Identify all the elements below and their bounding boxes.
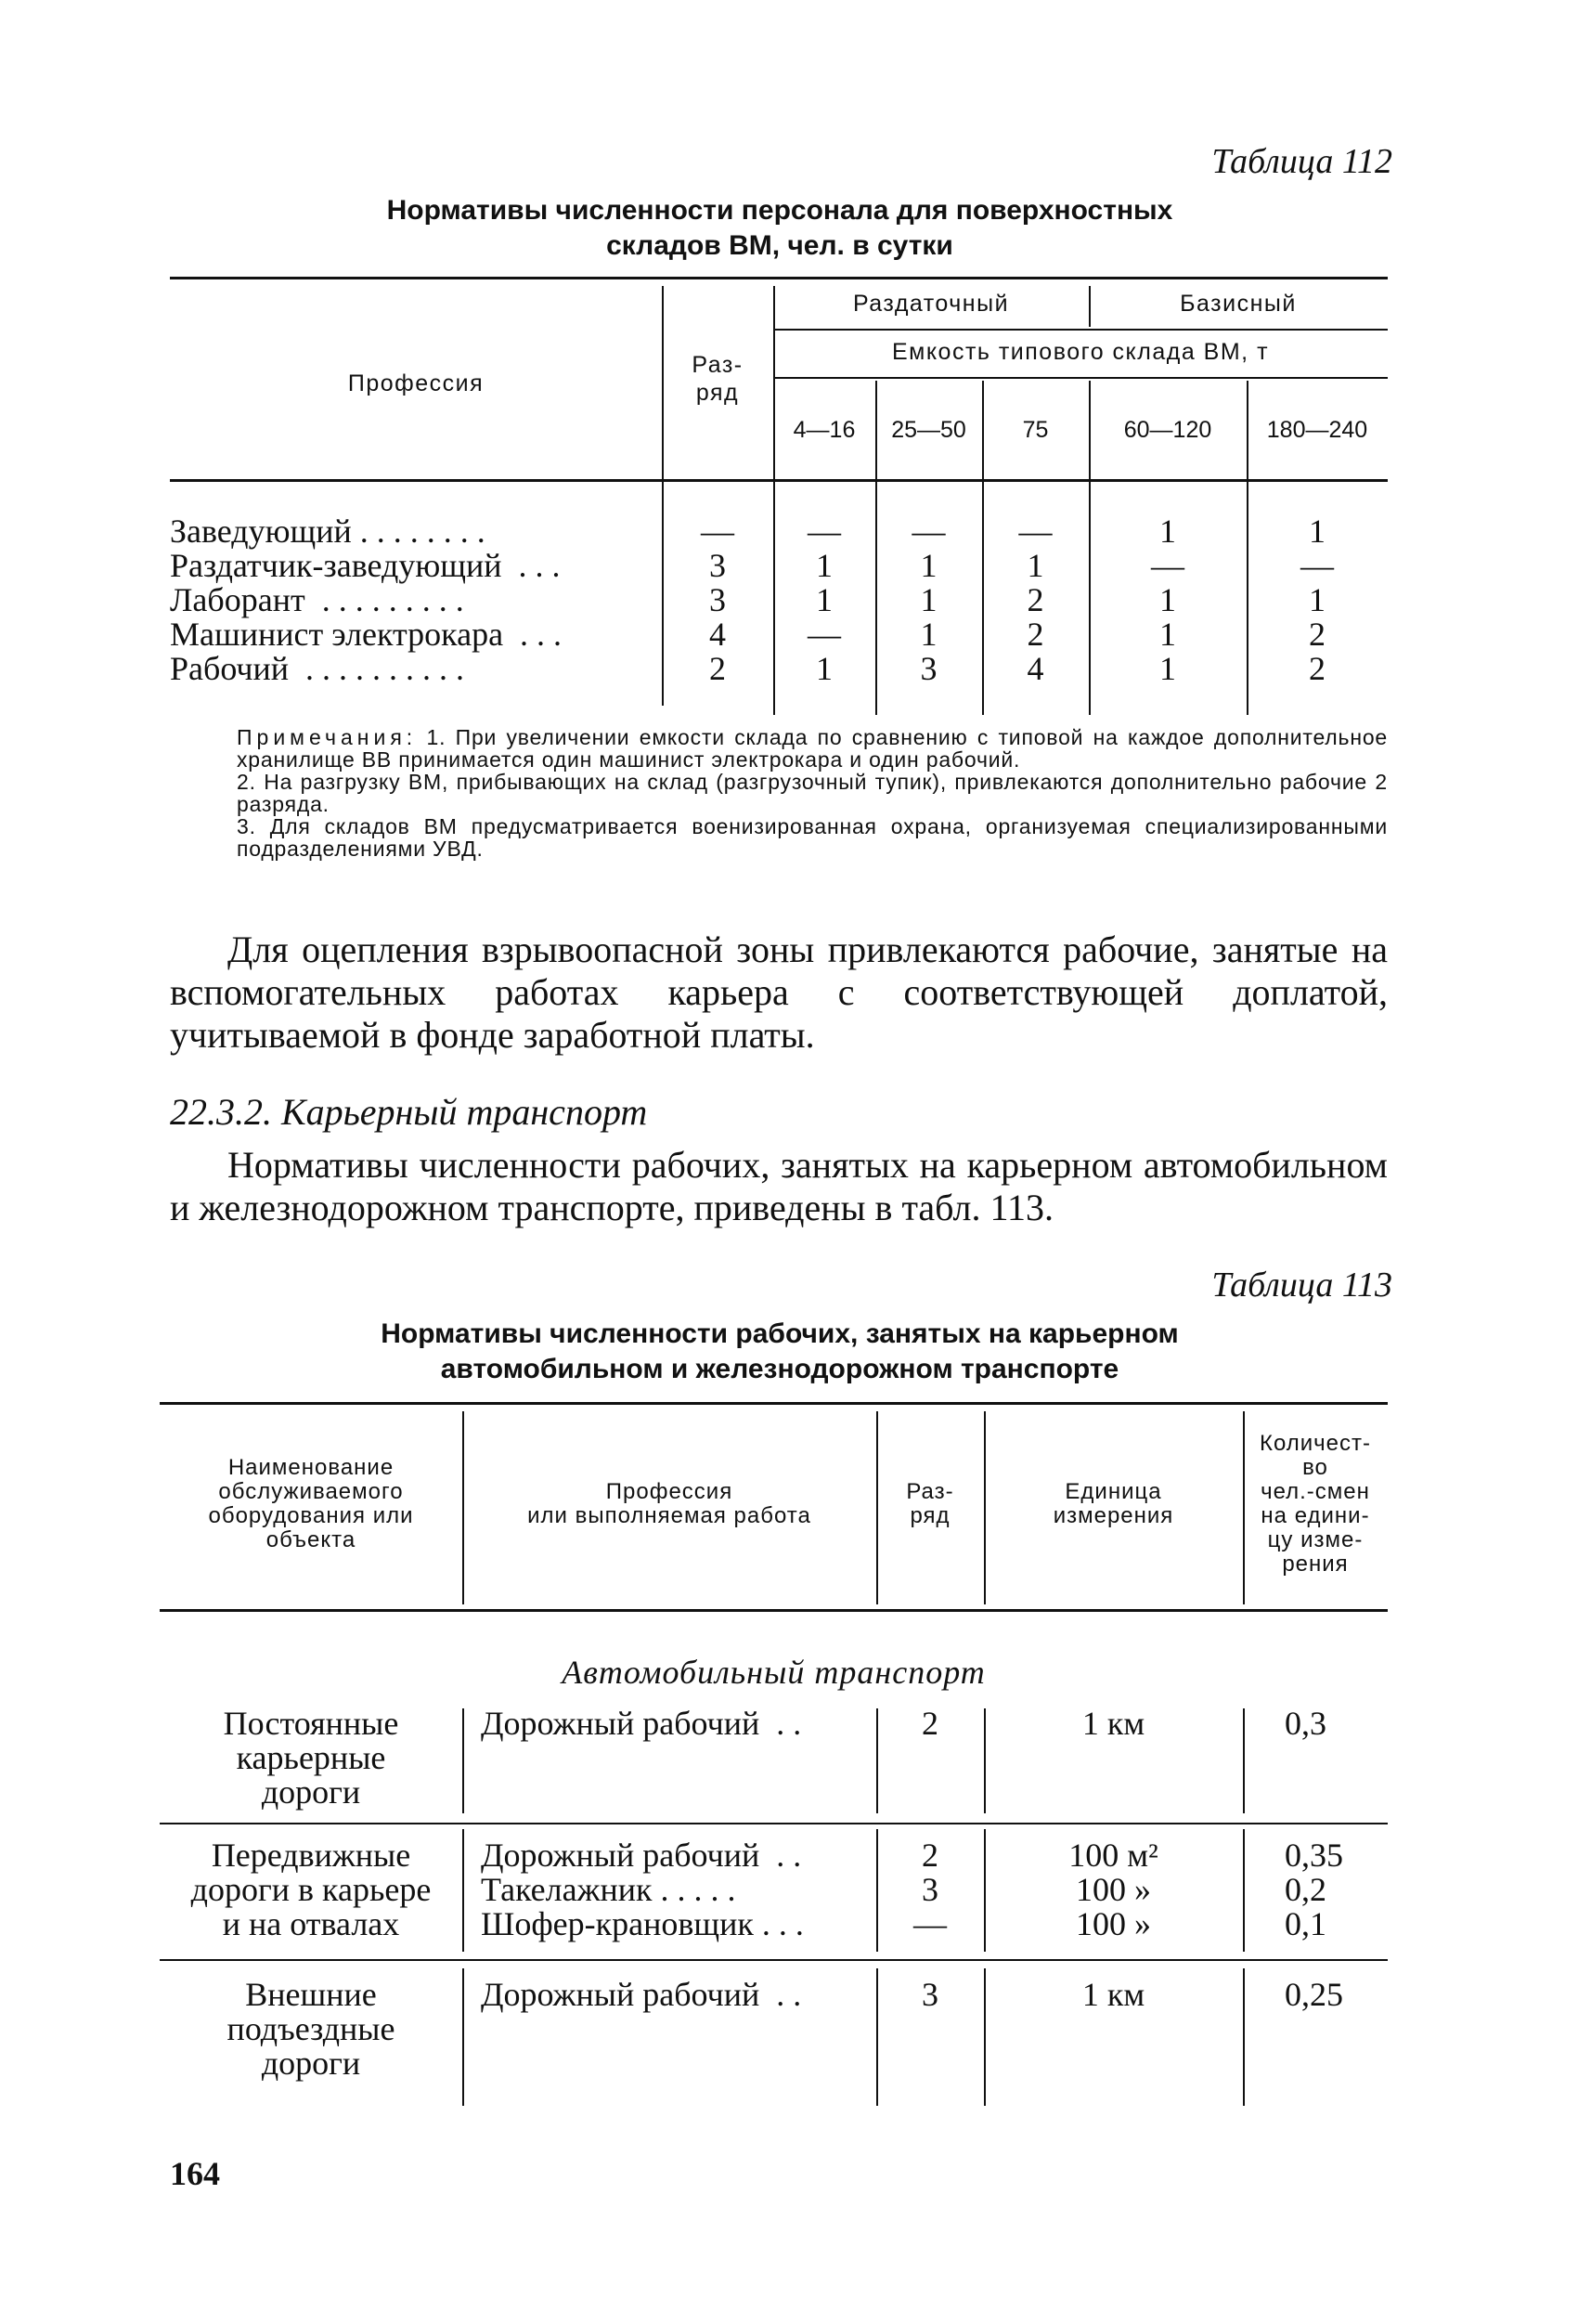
object-name-line: Постоянные	[223, 1705, 399, 1742]
row-grade: 2	[709, 650, 726, 687]
header-profession	[462, 1480, 876, 1528]
table-rule	[160, 1402, 1388, 1405]
row-value: 1	[1159, 513, 1176, 550]
header-grade	[876, 1480, 984, 1528]
header-distributing: Раздаточный	[852, 291, 1010, 317]
row-count: 0,35	[1285, 1837, 1343, 1874]
header-profession-line: Профессия	[605, 1479, 733, 1504]
row-value: —	[912, 513, 946, 550]
notes-heading: Примечания:	[237, 725, 418, 749]
object-name-line: дороги в карьере	[190, 1871, 432, 1908]
row-unit: 100 »	[1076, 1905, 1151, 1942]
row-value: 2	[1027, 616, 1044, 653]
row-value: —	[808, 616, 841, 653]
row-profession: Дорожный рабочий . .	[481, 1705, 802, 1742]
table-rule	[160, 1609, 1388, 1612]
row-value: 1	[1309, 581, 1326, 618]
table-rule	[160, 1823, 1388, 1824]
header-object-line: Наименование	[227, 1455, 394, 1480]
row-value: —	[1018, 513, 1053, 550]
row-grade: 3	[709, 581, 726, 618]
row-grade: 3	[709, 547, 726, 584]
table-113-title-line2: автомобильном и железнодорожном транспорте	[440, 1354, 1119, 1384]
row-count: 0,1	[1285, 1905, 1326, 1942]
row-profession: Такелажник . . . . .	[481, 1871, 736, 1908]
table-113	[160, 1402, 1388, 2117]
header-capacity-3: 75	[1022, 417, 1049, 443]
object-name-line: дороги	[261, 2045, 361, 2082]
row-grade: 2	[922, 1705, 938, 1742]
header-object-line: объекта	[265, 1527, 356, 1552]
paragraph-norms-text: Нормативы численности рабочих, занятых на карьерном автомобильном и железнодорожном транспорте, приведены в табл. 113.	[170, 1144, 1388, 1228]
object-name	[160, 1978, 462, 2081]
table-rule	[160, 1959, 1388, 1961]
header-grade-line2: ряд	[695, 380, 740, 406]
row-value: —	[808, 513, 841, 550]
row-profession: Дорожный рабочий . .	[481, 1976, 802, 2013]
header-count-line: на едини-	[1261, 1503, 1370, 1528]
row-value: 1	[1309, 513, 1326, 550]
header-grade-line1: Раз-	[692, 352, 744, 378]
table-rule	[1243, 1968, 1245, 2106]
row-value: 2	[1027, 581, 1044, 618]
table-rule	[170, 479, 1388, 482]
table-112-caption: Таблица 112	[1211, 142, 1392, 181]
row-label: Лаборант . . . . . . . . .	[170, 581, 464, 618]
row-count: 0,3	[1285, 1705, 1326, 1742]
header-base: Базисный	[1180, 291, 1297, 317]
table-rule	[1243, 1829, 1245, 1952]
header-capacity-1: 4—16	[793, 417, 856, 443]
table-rule	[773, 329, 1388, 331]
row-unit: 1 км	[1081, 1705, 1145, 1742]
header-profession: Профессия	[347, 370, 485, 396]
object-name-line: Передвижные	[211, 1837, 411, 1874]
header-capacity-2: 25—50	[891, 417, 966, 443]
object-name-line: дороги	[261, 1773, 361, 1811]
header-capacity-4: 60—120	[1123, 417, 1212, 443]
note-2: 2. На разгрузку ВМ, прибывающих на склад (разгрузочный тупик), привлекаются дополнительно рабочие 2 разряда.	[237, 770, 1388, 816]
header-capacity-5: 180—240	[1266, 417, 1368, 443]
row-unit: 100 »	[1076, 1871, 1151, 1908]
table-rule	[170, 277, 1388, 279]
table-112	[170, 277, 1388, 718]
header-count-line: чел.-смен	[1261, 1479, 1370, 1504]
row-label: Рабочий . . . . . . . . . .	[170, 650, 465, 687]
row-grade: —	[701, 513, 734, 550]
section-heading: 22.3.2. Карьерный транспорт	[170, 1091, 648, 1133]
object-name-line: Внешние	[245, 1976, 377, 2013]
table-113-caption: Таблица 113	[1211, 1266, 1392, 1305]
row-value: 4	[1027, 650, 1044, 687]
row-value: 1	[920, 581, 938, 618]
header-grade-line: Раз-	[906, 1479, 954, 1504]
paragraph-cordon-text: Для оцепления взрывоопасной зоны привлекаются рабочие, занятые на вспомогательных работах карьера с соответствующей доплатой, учитываемой в фонде заработной платы.	[170, 928, 1388, 1056]
row-value: —	[1300, 547, 1334, 584]
row-grade: 4	[709, 616, 726, 653]
row-count: 0,25	[1285, 1976, 1343, 2013]
row-grade: 3	[922, 1976, 938, 2013]
header-object	[160, 1456, 462, 1552]
object-name	[160, 1707, 462, 1810]
note-1: 1. При увеличении емкости склада по сравнению с типовой на каждое дополнительное хранилище ВВ принимается один машинист электрокара и один рабочий.	[237, 725, 1388, 772]
row-value: —	[1151, 547, 1184, 584]
header-unit-line: измерения	[1053, 1503, 1174, 1528]
row-value: 2	[1309, 650, 1326, 687]
row-grade: 2	[922, 1837, 938, 1874]
row-label: Машинист электрокара . . .	[170, 616, 563, 653]
row-value: 1	[816, 581, 833, 618]
row-value: 1	[816, 547, 833, 584]
table-112-notes	[170, 726, 1388, 860]
table-rule	[462, 1968, 464, 2106]
row-value: 1	[1027, 547, 1044, 584]
paragraph-cordon	[170, 928, 1388, 1057]
row-profession: Дорожный рабочий . .	[481, 1837, 802, 1874]
paragraph-norms	[170, 1144, 1388, 1229]
row-label: Заведующий . . . . . . . .	[170, 513, 485, 550]
row-profession: Шофер-крановщик . . .	[481, 1905, 804, 1942]
header-object-line: обслуживаемого	[218, 1479, 404, 1504]
row-value: 1	[920, 547, 938, 584]
table-113-title	[334, 1317, 1225, 1387]
row-value: 3	[920, 650, 938, 687]
header-count-line: во	[1302, 1455, 1328, 1480]
header-grade-line: ряд	[910, 1503, 951, 1528]
table-rule	[462, 1829, 464, 1952]
header-count-line: цу изме-	[1267, 1527, 1364, 1552]
page-number: 164	[170, 2155, 220, 2192]
row-value: 1	[1159, 581, 1176, 618]
table-113-title-line1: Нормативы численности рабочих, занятых на карьерном	[381, 1318, 1179, 1349]
header-profession-line: или выполняемая работа	[527, 1503, 811, 1528]
header-count	[1243, 1432, 1388, 1577]
header-capacity: Емкость типового склада ВМ, т	[891, 339, 1270, 365]
object-name-line: и на отвалах	[222, 1905, 400, 1942]
row-label: Раздатчик-заведующий . . .	[170, 547, 561, 584]
object-name-line: карьерные	[236, 1739, 386, 1776]
table-112-title-line1: Нормативы численности персонала для поверхностных	[386, 195, 1173, 226]
row-grade: —	[913, 1905, 947, 1942]
header-unit	[984, 1480, 1243, 1528]
row-unit: 1 км	[1081, 1976, 1145, 2013]
row-value: 1	[1159, 650, 1176, 687]
object-name	[160, 1838, 462, 1941]
header-count-line: рения	[1282, 1551, 1349, 1577]
row-unit: 100 м²	[1068, 1837, 1158, 1874]
table-112-title-line2: складов ВМ, чел. в сутки	[606, 230, 953, 261]
row-value: 1	[816, 650, 833, 687]
object-name-line: подъездные	[226, 2010, 395, 2047]
table-112-title	[334, 193, 1225, 264]
row-count: 0,2	[1285, 1871, 1326, 1908]
header-grade	[662, 351, 773, 407]
row-value: 1	[920, 616, 938, 653]
header-count-line: Количест-	[1259, 1431, 1372, 1456]
row-grade: 3	[922, 1871, 938, 1908]
table-rule	[462, 1708, 464, 1813]
table-rule	[773, 377, 1388, 379]
header-object-line: оборудования или	[208, 1503, 414, 1528]
table-rule	[1243, 1708, 1245, 1813]
row-value: 2	[1309, 616, 1326, 653]
group-title: Автомобильный транспорт	[562, 1654, 986, 1691]
header-unit-line: Единица	[1065, 1479, 1162, 1504]
row-value: 1	[1159, 616, 1176, 653]
note-3: 3. Для складов ВМ предусматривается военизированная охрана, организуемая специализированными подразделениями УВД.	[237, 814, 1388, 861]
